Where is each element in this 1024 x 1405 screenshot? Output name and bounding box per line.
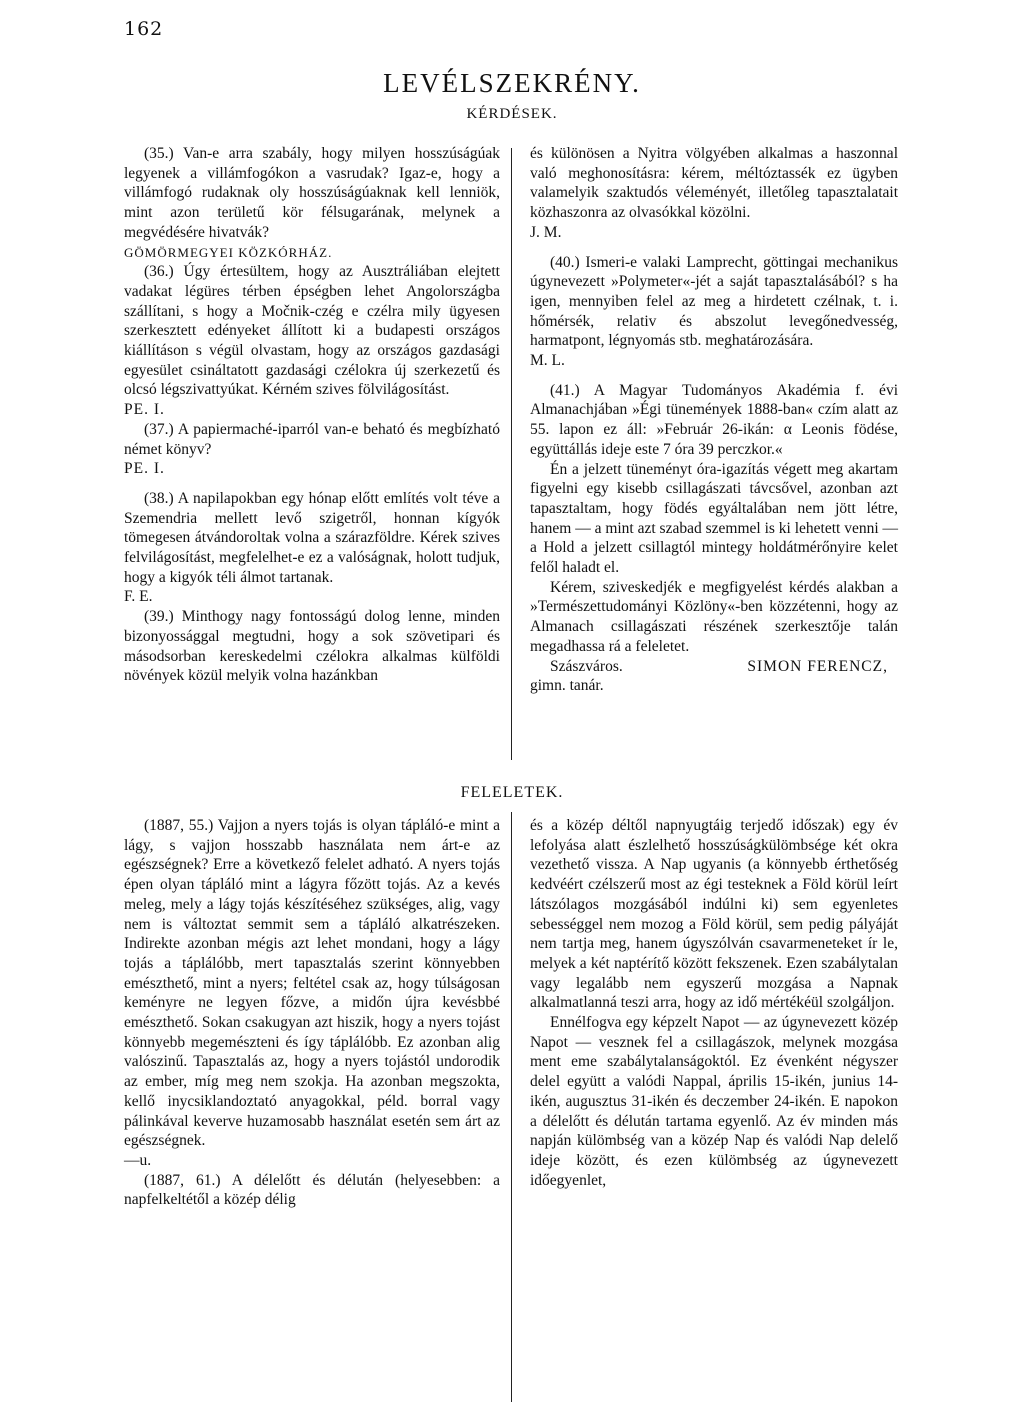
answers-right-column — [530, 816, 898, 1190]
question-41-paragraph-2: Én a jelzett tüneményt óra-igazítás végett meg akartam figyelni egy kisebb csillagászati távcsővel, azonban azt tapasztaltam, hogy födés egyáltalában nem jött létre, hanem — a mint azt szabad szemmel is ki lehetett venni — a Hold a jelzett csillagtól mintegy holdátmérőnyire kelet felől haladt el. — [530, 460, 899, 577]
question-38: (38.) A napilapokban egy hónap előtt említés volt téve a Szemendria mellett levő szigetről, honnan kígyók tömegesen átvándoroltak volna a szárazföldre. Kérek szives felvilágosítást, megfelelhet-e ez a valóságnak, holott tudjuk, hogy a kigyók téli álmot tartanak. — [124, 489, 500, 586]
page-title: LEVÉLSZEKRÉNY. — [383, 68, 641, 98]
questions-heading: KÉRDÉSEK. — [466, 106, 558, 122]
question-41: (41.) A Magyar Tudományos Akadémia f. évi Almanachjában »Égi tünemények 1888-ban« czím alatt az 55. lapon ez áll: »Február 26-ikán: α Leonis födése, együttállás ideje este 7 óra 39 perczkor.« — [530, 381, 898, 458]
answer-1887-61-paragraph-2: Ennélfogva egy képzelt Napot — az úgynevezett közép Napot — vesznek fel a csillagászok, melynek mozgása ment eme szabálytalanságoktól. Ez évenként négyszer delel együtt a valódi Nappal, április 15-ikén, junius 14-ikén, augusztus 31-ikén és deczember 24-ikén. E napokon a délelőtt és délután tartama egyenlő. Az év minden más napján külömbség van a közép Nap és valódi Nap delelő ideje között, és ezen külömbség az úgynevezett időegyenlet, — [530, 1014, 898, 1189]
column-divider-top — [511, 148, 512, 760]
question-39-signature: J. M. — [530, 223, 562, 241]
question-39-continued: és különösen a Nyitra völgyében alkalmas a haszonnal való meghonosításra: kérem, méltóztassék ez ügyben valamelyik szaktudós véleményét, illetőleg tapasztalatait közhaszonra az olvasókkal közölni. — [530, 145, 898, 222]
answers-left-column — [124, 816, 500, 1210]
question-37-signature: PE. I. — [124, 460, 165, 478]
question-35: (35.) Van-e arra szabály, hogy milyen hosszúságúak legyenek a villámfogókon a vasrudak? Igaz-e, hogy a villámfogó rudaknak oly hosszúságúaknak kell lenniök, mint azon területű kör félsugarának, melynek a megvédésére hivatvák? — [124, 145, 500, 241]
question-41-signature — [530, 657, 898, 677]
question-36: (36.) Úgy értesültem, hogy az Ausztráliában elejtett vadakat légüres térben épségben lehet Angolországba szállítani, s hogy a Močnik-czég e czélra mily ügyesen szerkesztett edényeket állított ki a budapesti országos kiállításon s végül olvastam, hogy az országos gazdasági egyesület csináltatott gazdasági czélokra új szerkezetű és olcsó légszivattyúkat. Kérném szives fölvilágosítást. — [124, 263, 500, 399]
page-number: 162 — [124, 18, 164, 40]
question-37: (37.) A papiermaché-iparról van-e beható és megbízható német könyv? — [124, 420, 500, 458]
question-40-signature: M. L. — [530, 352, 565, 370]
question-38-signature: F. E. — [124, 588, 153, 606]
answer-1887-61: (1887, 61.) A délelőtt és délután (helyesebben: a napfelkeltétől a közép délig — [124, 1171, 500, 1209]
question-40: (40.) Ismeri-e valaki Lamprecht, göttingai mechanikus úgynevezett »Polymeter«-jét a saját tapasztalásából? s ha igen, mennyiben felel az meg a hirdetett czélnak, t. i. hőmérsék, relativ és abszolut levegőnedvesség, harmatpont, légnyomás stb. meghatározására. — [530, 253, 898, 350]
column-divider-bottom — [511, 812, 512, 1402]
question-39: (39.) Minthogy nagy fontosságú dolog lenne, minden bizonyossággal megtudni, hogy a sok szövetipari és másodsorban kereskedelmi czélokra alkalmas külföldi növények közül melyik volna hazánkban — [124, 608, 500, 685]
signature-place: Szászváros. — [550, 657, 623, 675]
questions-left-column — [124, 144, 500, 686]
signature-name: SIMON FERENCZ, — [747, 657, 888, 675]
question-36-signature: PE. I. — [124, 401, 165, 419]
answer-1887-55: (1887, 55.) Vajjon a nyers tojás is olyan tápláló-e mint a lágy, s vajjon hosszabb használata nem árt-e az egészségnek? Erre a következő felelet adható. A nyers tojás épen olyan tápláló mint a lágyra főzött tojás. Az a kevés meleg, mely a lágy tojás készítéséhez szükséges, alig, vagy nem is változtat semmit sem a tápláló alkatrészeken. Indirekte azonban mégis azt lehet mondani, hogy a lágy tojás a táplálóbb, mert tapasztalás szerint könnyebben emészthető, mint a nyers; feltétel csak az, hogy túlságosan keményre ne legyen főzve, a midőn újra kevésbbé emészthető. Sokan csakugyan azt hiszik, hogy a nyers tojást könnyebb megemészteni és így táplálóbb. Ez azonban alig valószinű. Tapasztalás az, hogy a nyers tojástól undorodik az ember, míg meg nem szokja. Ha azonban megszokta, kellő inycsiklandoztató anyagokkal, péld. borral vagy pálinkával keverve huzamosabb használat esetén sem árt az egészségnek. — [124, 817, 500, 1150]
answers-heading: FELELETEK. — [460, 784, 564, 801]
answer-1887-61-continued: és a közép déltől napnyugtáig terjedő időszak) egy év lefolyása alatt észlelhető hosszúságkülömbsége két okra vezethető vissza. A Nap ugyanis (a könnyebb érthetőség kedvéért czélszerű most az égi testeknek a Föld körül leírt látszólagos mozgásából indúlni ki) sem egyenletes sebességgel nem mozog a Föld körül, sem pedig pályáját nem tartja meg, hanem úgyszólván csavarmeneteket ír le, melyek a két naptérítő között fekszenek. Ezen szabálytalan vagy legalább nem egyszerű mozgása a Napnak alkalmatlanná teszi arra, hogy az idő mértékéül szolgáljon. — [530, 817, 898, 1012]
question-35-signature: GÖMÖRMEGYEI KÖZKÓRHÁZ. — [124, 244, 333, 260]
question-41-paragraph-3: Kérem, sziveskedjék e megfigyelést kérdés alakban a »Természettudományi Közlöny«-ben közzétenni, hogy az Almanach csillagászati részének szerkesztője talán megadhassa rá a feleletet. — [530, 578, 898, 655]
answer-1887-55-signature: —u. — [124, 1151, 152, 1169]
questions-right-column — [530, 144, 898, 696]
signature-role: gimn. tanár. — [530, 677, 604, 695]
